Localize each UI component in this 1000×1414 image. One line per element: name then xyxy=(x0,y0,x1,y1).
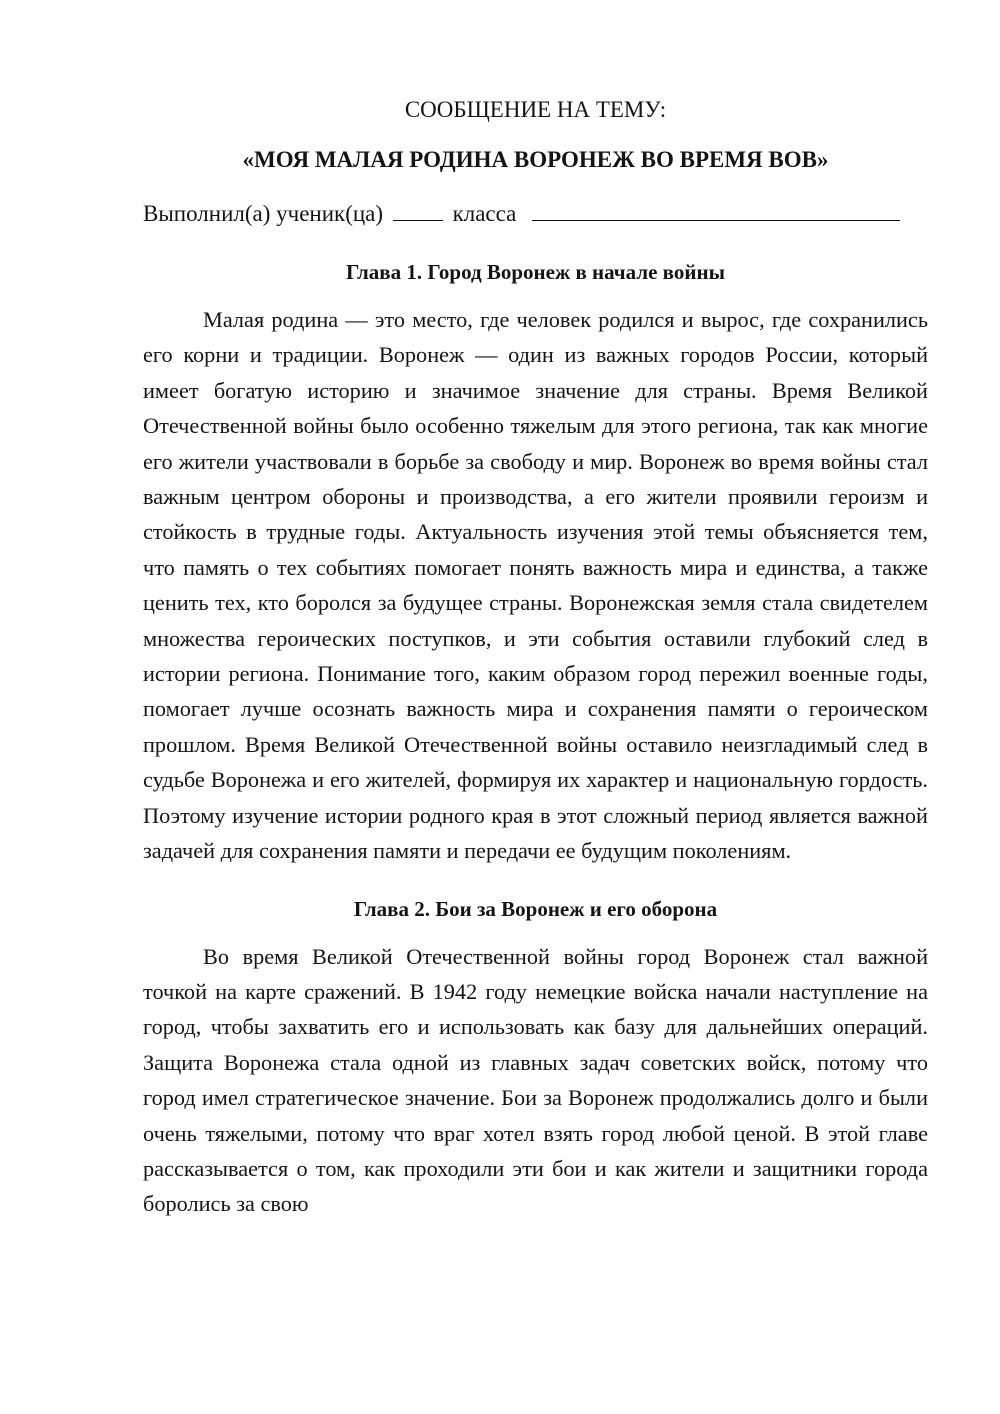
chapter-2-title: Глава 2. Бои за Воронеж и его оборона xyxy=(353,896,718,921)
document-heading: СООБЩЕНИЕ НА ТЕМУ: xyxy=(404,97,667,122)
chapter-2-text: Во время Великой Отечественной войны город Воронеж стал важной точкой на карте сражений. В 1942 году немецкие войска начали наступление на город, чтобы захватить его и использовать как базу для дальнейших операций. Защита Воронежа стала одной из главных задач советских войск, потому что город имел стратегическое значение. Бои за Воронеж продолжались долго и были очень тяжелыми, потому что враг хотел взять город любой ценой. В этой главе рассказывается о том, как проходили эти бои и как жители и защитники города боролись за свою xyxy=(143,943,928,1217)
document-title: «МОЯ МАЛАЯ РОДИНА ВОРОНЕЖ ВО ВРЕМЯ ВОВ» xyxy=(242,147,829,172)
author-line xyxy=(143,196,928,232)
chapter-1-text: Малая родина — это место, где человек родился и вырос, где сохранились его корни и традиции. Воронеж — один из важных городов России, который имеет богатую историю и значимое значение для страны. Время Великой Отечественной войны было особенно тяжелым для этого региона, так как многие его жители участвовали в борьбе за свободу и мир. Воронеж во время войны стал важным центром обороны и производства, а его жители проявили героизм и стойкость в трудные годы. Актуальность изучения этой темы объясняется тем, что память о тех событиях помогает понять важность мира и единства, а также ценить тех, кто боролся за будущее страны. Воронежская земля стала свидетелем множества героических поступков, и эти события оставили глубокий след в истории региона. Понимание того, каким образом город пережил военные годы, помогает лучше осознать важность мира и сохранения памяти о героическом прошлом. Время Великой Отечественной войны оставило неизгладимый след в судьбе Воронежа и его жителей, формируя их характер и национальную гордость. Поэтому изучение истории родного края в этот сложный период является важной задачей для сохранения памяти и передачи ее будущим поколениям. xyxy=(143,307,928,864)
grade-blank xyxy=(393,198,443,221)
class-label: класса xyxy=(452,201,517,226)
chapter-1-title: Глава 1. Город Воронеж в начале войны xyxy=(346,260,725,284)
name-blank xyxy=(532,198,900,221)
document-page xyxy=(143,92,928,1222)
author-label: Выполнил(а) ученик(ца) xyxy=(143,201,384,226)
